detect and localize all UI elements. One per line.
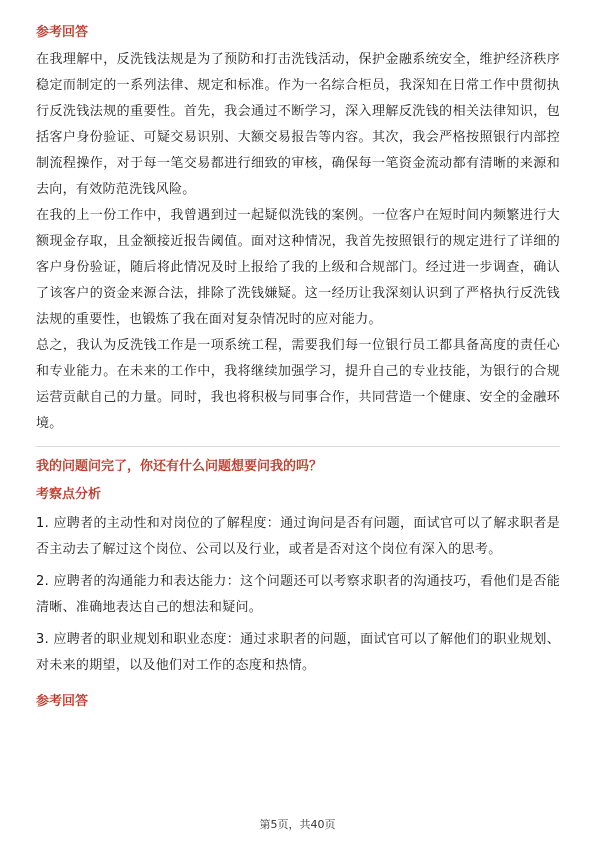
reference-answer-heading: 参考回答	[36, 25, 89, 40]
answer-paragraph-3: 总之，我认为反洗钱工作是一项系统工程，需要我们每一位银行员工都具备高度的责任心和专业能力。在未来的工作中，我将继续加强学习，提升自己的专业技能，为银行的合规运营贡献自己的力量。同时，我也将积极与同事合作，共同营造一个健康、安全的金融环境。	[36, 338, 560, 431]
analysis-item-3: 3. 应聘者的职业规划和职业态度：通过求职者的问题，面试官可以了解他们的职业规划、对未来的期望，以及他们对工作的态度和热情。	[36, 632, 560, 673]
reference-answer-heading-2: 参考回答	[36, 694, 89, 709]
analysis-heading: 考察点分析	[36, 487, 102, 502]
analysis-item-1: 1. 应聘者的主动性和对岗位的了解程度：通过询问是否有问题，面试官可以了解求职者是否主动去了解过这个岗位、公司以及行业，或者是否对这个岗位有深入的思考。	[36, 516, 560, 557]
section-divider	[36, 446, 560, 447]
analysis-item-2: 2. 应聘者的沟通能力和表达能力：这个问题还可以考察求职者的沟通技巧，看他们是否能清晰、准确地表达自己的想法和疑问。	[36, 574, 560, 615]
page-content	[36, 24, 560, 711]
answer-paragraph-2: 在我的上一份工作中，我曾遇到过一起疑似洗钱的案例。一位客户在短时间内频繁进行大额现金存取，且金额接近报告阈值。面对这种情况，我首先按照银行的规定进行了详细的客户身份验证，随后将此情况及时上报给了我的上级和合规部门。经过进一步调查，确认了该客户的资金来源合法，排除了洗钱嫌疑。这一经历让我深刻认识到了严格执行反洗钱法规的重要性，也锻炼了我在面对复杂情况时的应对能力。	[36, 208, 560, 327]
answer-paragraph-1: 在我理解中，反洗钱法规是为了预防和打击洗钱活动，保护金融系统安全，维护经济秩序稳定而制定的一系列法律、规定和标准。作为一名综合柜员，我深知在日常工作中贯彻执行反洗钱法规的重要性。首先，我会通过不断学习，深入理解反洗钱的相关法律知识，包括客户身份验证、可疑交易识别、大额交易报告等内容。其次，我会严格按照银行内部控制流程操作，对于每一笔交易都进行细致的审核，确保每一笔资金流动都有清晰的来源和去向，有效防范洗钱风险。	[36, 52, 560, 197]
interview-question: 我的问题问完了，你还有什么问题想要问我的吗？	[36, 459, 323, 474]
page-number: 第5页，共40页	[259, 818, 336, 831]
